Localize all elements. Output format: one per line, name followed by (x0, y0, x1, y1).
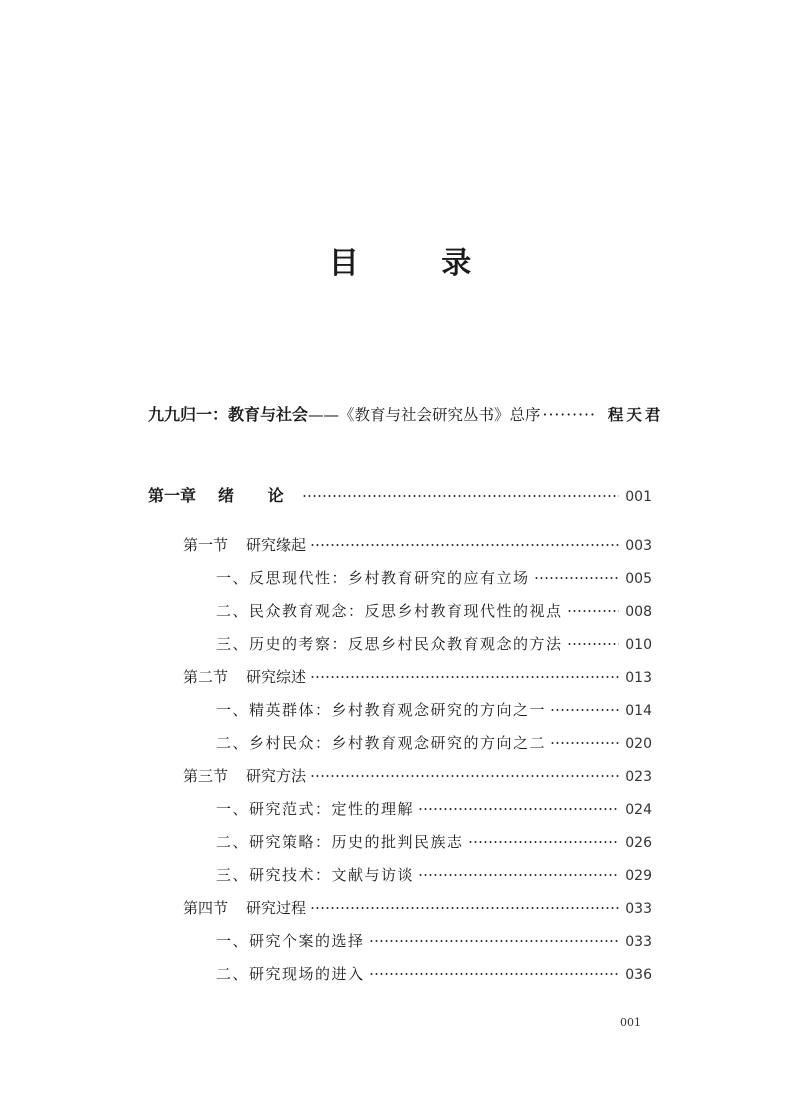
toc-section-title: 研究方法 (246, 767, 307, 785)
toc-chapter-title: 绪 论 (218, 486, 298, 505)
toc-leader (369, 940, 620, 942)
preface-title-bold: 九九归一：教育与社会 (148, 405, 309, 424)
toc-section-title: 研究缘起 (246, 536, 307, 554)
toc-section-title: 研究过程 (246, 899, 307, 917)
toc-leader (310, 907, 619, 909)
toc-item-title: 二、研究策略：历史的批判民族志 (216, 833, 464, 851)
toc-item-title: 三、历史的考察：反思乡村民众教育观念的方法 (216, 635, 563, 653)
toc-section-number: 第三节 (183, 767, 229, 785)
toc-leader (550, 742, 619, 744)
toc-leader (468, 841, 620, 843)
toc-section-label (183, 897, 306, 918)
preface-leader: ········· (542, 406, 596, 424)
toc-leader (302, 495, 620, 497)
toc-item[interactable] (216, 930, 652, 951)
toc-item[interactable] (216, 633, 652, 654)
toc-leader (310, 775, 619, 777)
toc-section-number: 第二节 (183, 668, 229, 686)
toc-page-number: 005 (625, 571, 652, 587)
footer-page-number: 001 (620, 1016, 641, 1029)
toc-page-number: 036 (625, 967, 652, 983)
toc-leader (310, 544, 619, 546)
toc-item-title: 三、研究技术：文献与访谈 (216, 866, 415, 884)
page-title: 目 录 (328, 246, 508, 281)
toc-leader (369, 973, 620, 975)
toc-leader (418, 874, 619, 876)
toc-page-number: 033 (625, 901, 652, 917)
toc-section-4[interactable] (183, 897, 652, 918)
toc-chapter-label (148, 483, 298, 506)
preface-dash: —— (308, 406, 340, 424)
toc-leader (310, 676, 619, 678)
toc-item-title: 二、研究现场的进入 (216, 965, 365, 983)
toc-page-number: 023 (625, 769, 652, 785)
toc-page-number: 029 (625, 868, 652, 884)
preface-series-title: 《教育与社会研究丛书》总序 (339, 406, 541, 424)
toc-item[interactable] (216, 699, 652, 720)
toc-leader (550, 709, 619, 711)
toc-leader (567, 643, 620, 645)
toc-page-number: 024 (625, 802, 652, 818)
toc-item-title: 一、研究个案的选择 (216, 932, 365, 950)
toc-section-number: 第四节 (183, 899, 229, 917)
toc-page-number: 014 (625, 703, 652, 719)
toc-chapter-1[interactable] (148, 483, 652, 506)
toc-item[interactable] (216, 963, 652, 984)
toc-item[interactable] (216, 831, 652, 852)
toc-page-number: 003 (625, 538, 652, 554)
toc-section-1[interactable] (183, 534, 652, 555)
toc-section-2[interactable] (183, 666, 652, 687)
toc-page-number: 001 (625, 489, 652, 505)
toc-leader (418, 808, 619, 810)
toc-item[interactable] (216, 732, 652, 753)
preface-entry[interactable] (148, 402, 664, 425)
toc-page-number: 033 (625, 934, 652, 950)
toc-section-number: 第一节 (183, 536, 229, 554)
toc-section-title: 研究综述 (246, 668, 307, 686)
toc-page-number: 020 (625, 736, 652, 752)
toc-section-label (183, 534, 306, 555)
toc-leader (534, 577, 620, 579)
toc-item-title: 二、民众教育观念：反思乡村教育现代性的视点 (216, 602, 563, 620)
toc-item-title: 一、反思现代性：乡村教育研究的应有立场 (216, 569, 530, 587)
toc-item-title: 二、乡村民众：乡村教育观念研究的方向之二 (216, 734, 547, 752)
toc-page-number: 013 (625, 670, 652, 686)
toc-leader (567, 610, 620, 612)
toc-page-number: 008 (625, 604, 652, 620)
toc-page-number: 026 (625, 835, 652, 851)
toc-item[interactable] (216, 567, 652, 588)
toc-item[interactable] (216, 864, 652, 885)
toc-item-title: 一、研究范式：定性的理解 (216, 800, 415, 818)
toc-page-number: 010 (625, 637, 652, 653)
toc-chapter-number: 第一章 (148, 486, 197, 505)
preface-author: 程天君 (607, 406, 664, 424)
toc-section-label (183, 765, 306, 786)
toc-item[interactable] (216, 600, 652, 621)
toc-item[interactable] (216, 798, 652, 819)
toc-section-3[interactable] (183, 765, 652, 786)
toc-section-label (183, 666, 306, 687)
toc-item-title: 一、精英群体：乡村教育观念研究的方向之一 (216, 701, 547, 719)
